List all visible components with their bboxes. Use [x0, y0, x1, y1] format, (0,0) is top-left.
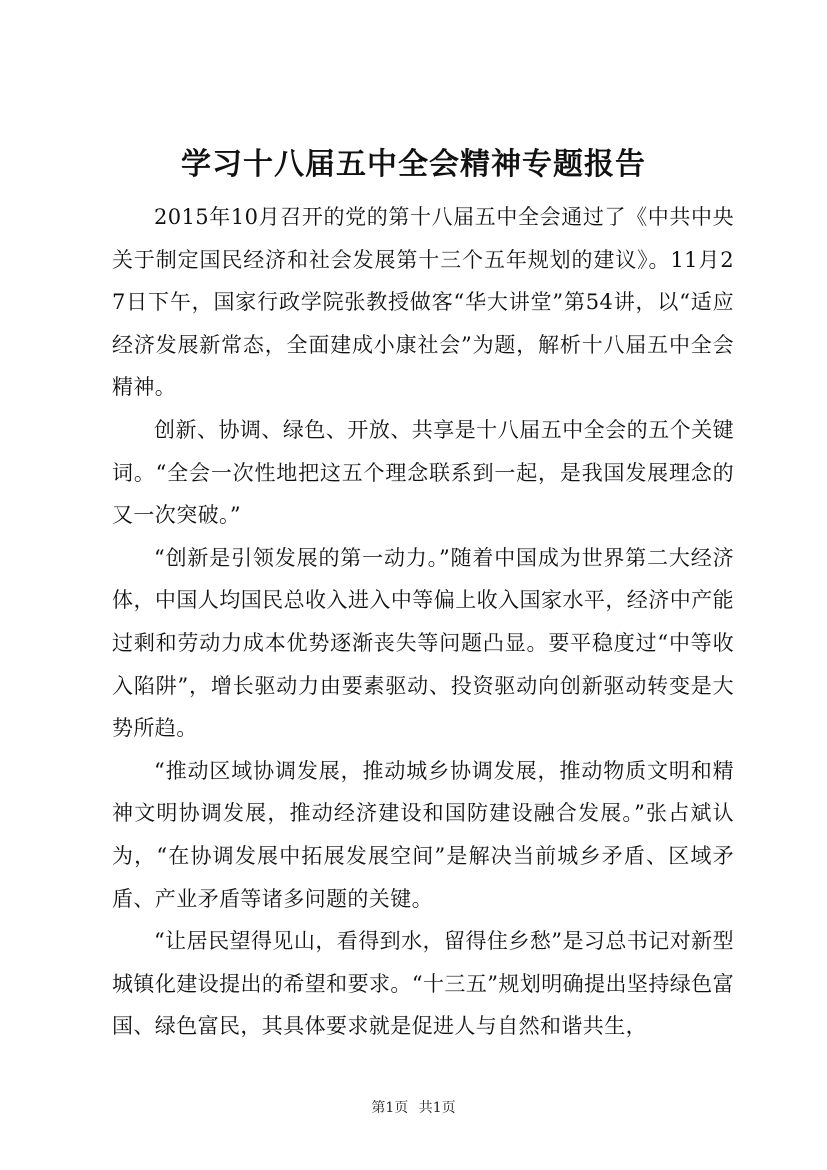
document-title: 学习十八届五中全会精神专题报告 [181, 147, 646, 182]
document-body [112, 196, 734, 1048]
paragraph: 2015年10月召开的党的第十八届五中全会通过了《中共中央关于制定国民经济和社会发展第十三个五年规划的建议》。11月27日下午，国家行政学院张教授做客“华大讲堂”第54讲，以“适应经济发展新常态，全面建成小康社会”为题，解析十八届五中全会精神。 [112, 205, 734, 400]
page-footer [0, 1098, 827, 1118]
page-number: 第1页 [371, 1100, 409, 1116]
paragraph: “让居民望得见山，看得到水，留得住乡愁”是习总书记对新型城镇化建设提出的希望和要求。“十三五”规划明确提出坚持绿色富国、绿色富民，其具体要求就是促进人与自然和谐共生， [112, 929, 734, 1039]
paragraph: “推动区域协调发展，推动城乡协调发展，推动物质文明和精神文明协调发展，推动经济建设和国防建设融合发展。”张占斌认为，“在协调发展中拓展发展空间”是解决当前城乡矛盾、区域矛盾、产业矛盾等诸多问题的关键。 [112, 758, 734, 911]
paragraph: 创新、协调、绿色、开放、共享是十八届五中全会的五个关键词。“全会一次性地把这五个理念联系到一起，是我国发展理念的又一次突破。” [112, 417, 734, 528]
paragraph: “创新是引领发展的第一动力。”随着中国成为世界第二大经济体，中国人均国民总收入进入中等偏上收入国家水平，经济中产能过剩和劳动力成本优势逐渐丧失等问题凸显。要平稳度过“中等收入陷阱”，增长驱动力由要素驱动、投资驱动向创新驱动转变是大势所趋。 [112, 545, 734, 741]
page-total: 共1页 [418, 1100, 456, 1116]
